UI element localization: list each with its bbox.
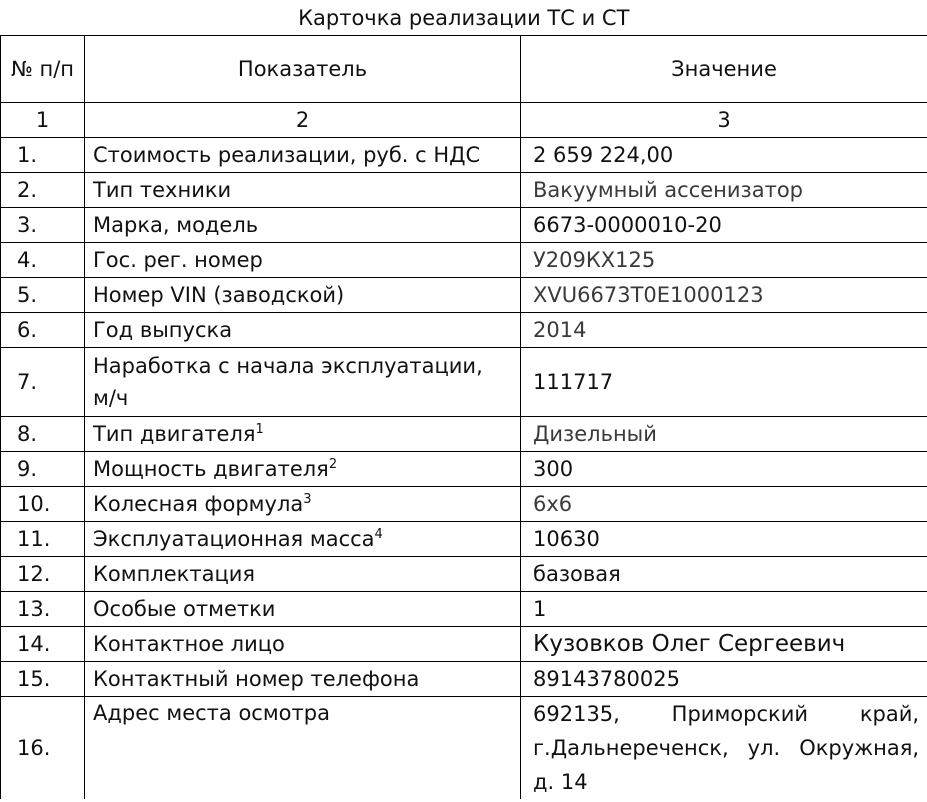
indicator-text: Гос. рег. номер [93, 248, 263, 272]
table-row [1, 278, 927, 313]
column-numbers-row [1, 103, 927, 138]
row-indicator [85, 557, 521, 592]
row-value: Вакуумный ассенизатор [521, 173, 927, 208]
row-value: 692135, Приморский край, г.Дальнереченск, ул. Окружная, д. 14 [521, 697, 927, 800]
indicator-text: Эксплуатационная масса [93, 527, 375, 551]
indicator-text: Мощность двигателя [93, 457, 329, 481]
row-value: Кузовков Олег Сергеевич [521, 627, 927, 662]
row-num: 8. [1, 417, 85, 452]
table-row [1, 452, 927, 487]
row-num: 7. [1, 348, 85, 417]
row-value: 6673-0000010-20 [521, 208, 927, 243]
row-num: 4. [1, 243, 85, 278]
row-num: 14. [1, 627, 85, 662]
table-row [1, 557, 927, 592]
column-number-2: 2 [85, 103, 521, 138]
row-value: 6х6 [521, 487, 927, 522]
header-num: № п/п [1, 36, 85, 103]
row-value: 89143780025 [521, 662, 927, 697]
row-indicator [85, 173, 521, 208]
table-row [1, 313, 927, 348]
row-value: XVU6673T0E1000123 [521, 278, 927, 313]
row-indicator [85, 417, 521, 452]
row-num: 2. [1, 173, 85, 208]
table-row [1, 348, 927, 417]
indicator-text: Год выпуска [93, 318, 233, 342]
table-row [1, 662, 927, 697]
row-num: 16. [1, 697, 85, 800]
table-title: Карточка реализации ТС и СТ [1, 0, 927, 36]
row-indicator [85, 662, 521, 697]
column-number-3: 3 [521, 103, 927, 138]
row-num: 10. [1, 487, 85, 522]
column-number-1: 1 [1, 103, 85, 138]
row-indicator [85, 627, 521, 662]
row-value: 1 [521, 592, 927, 627]
row-indicator [85, 138, 521, 173]
row-num: 12. [1, 557, 85, 592]
row-num: 6. [1, 313, 85, 348]
row-value: базовая [521, 557, 927, 592]
table-row [1, 138, 927, 173]
table-row [1, 173, 927, 208]
indicator-text: Колесная формула [93, 492, 304, 516]
row-num: 1. [1, 138, 85, 173]
indicator-text: Особые отметки [93, 597, 276, 621]
header-value: Значение [521, 36, 927, 103]
row-indicator [85, 592, 521, 627]
row-indicator [85, 208, 521, 243]
footnote-marker: 1 [255, 422, 264, 437]
row-value: 10630 [521, 522, 927, 557]
row-num: 15. [1, 662, 85, 697]
row-indicator [85, 313, 521, 348]
row-indicator [85, 522, 521, 557]
table-row [1, 522, 927, 557]
row-value: Дизельный [521, 417, 927, 452]
row-indicator [85, 697, 521, 800]
indicator-text: Стоимость реализации, руб. с НДС [93, 143, 481, 167]
row-value: 300 [521, 452, 927, 487]
indicator-text: Номер VIN (заводской) [93, 283, 345, 307]
indicator-text: Тип двигателя [93, 422, 256, 446]
row-indicator [85, 243, 521, 278]
row-indicator [85, 452, 521, 487]
indicator-text: Контактный номер телефона [93, 667, 420, 691]
table-row [1, 417, 927, 452]
row-num: 11. [1, 522, 85, 557]
row-num: 9. [1, 452, 85, 487]
footnote-marker: 3 [303, 492, 312, 507]
table-row [1, 697, 927, 800]
indicator-text: Тип техники [93, 178, 232, 202]
table-row [1, 627, 927, 662]
indicator-text: Адрес места осмотра [93, 701, 330, 725]
footnote-marker: 2 [328, 457, 338, 472]
header-indicator: Показатель [85, 36, 521, 103]
indicator-text: Марка, модель [93, 213, 259, 237]
indicator-text: Наработка с начала эксплуатации, м/ч [93, 354, 483, 410]
row-indicator [85, 348, 521, 417]
row-value: 2 659 224,00 [521, 138, 927, 173]
table-row [1, 208, 927, 243]
indicator-text: Комплектация [93, 562, 256, 586]
table-row [1, 592, 927, 627]
row-indicator [85, 278, 521, 313]
row-value: У209КХ125 [521, 243, 927, 278]
header-row [1, 36, 927, 103]
row-indicator [85, 487, 521, 522]
title-row [1, 0, 927, 36]
table-row [1, 487, 927, 522]
row-value: 2014 [521, 313, 927, 348]
row-num: 5. [1, 278, 85, 313]
row-num: 13. [1, 592, 85, 627]
row-num: 3. [1, 208, 85, 243]
table-row [1, 243, 927, 278]
row-value: 111717 [521, 348, 927, 417]
indicator-text: Контактное лицо [93, 632, 285, 656]
footnote-marker: 4 [374, 527, 383, 542]
